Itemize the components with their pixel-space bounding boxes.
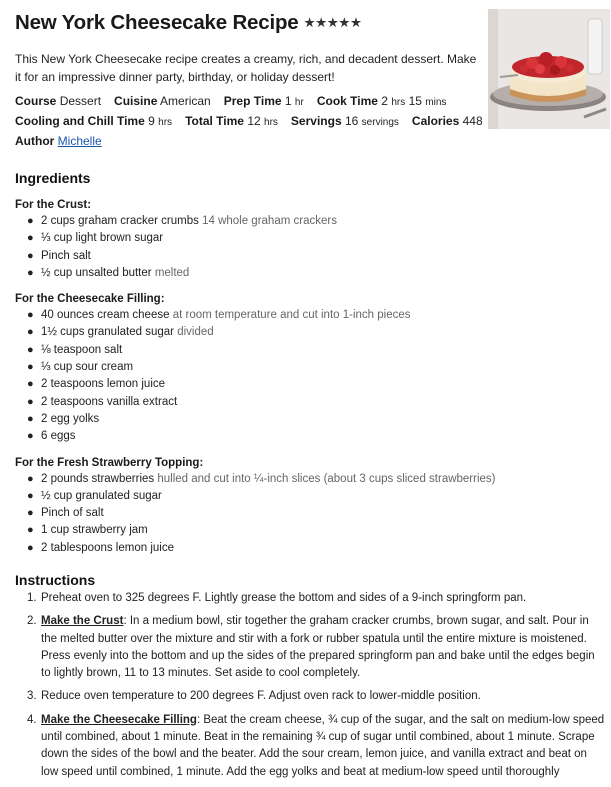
- instruction-step: [15, 688, 605, 705]
- recipe-meta: [15, 92, 485, 150]
- meta-cuisine: [114, 92, 211, 110]
- cuisine-value: American: [160, 94, 211, 108]
- meta-chill-time: [15, 112, 172, 132]
- bullet-icon: ●: [27, 541, 34, 554]
- rating-stars-icon[interactable]: ★★★★★: [303, 15, 362, 30]
- ingredient-text: 2 pounds strawberries: [41, 472, 155, 485]
- chill-time-unit: hrs: [158, 117, 173, 128]
- ingredient-text: ⅓ cup sour cream: [41, 361, 134, 374]
- ingredient-item: [27, 376, 595, 393]
- calories-value: 448: [462, 114, 483, 128]
- step-text: : Beat the cream cheese, ¾ cup of the sugar, and the salt on medium-low speed until combined, about 1 minute. Beat in the remaining ¾ cup of sugar until combined, about 1 minute. Scrape down the sides of the bowl and the beater. Add the sour cream, lemon juice, and vanilla extract and beat on low speed until combined, 1 minute. Add the egg yolks and beat at medium-low speed until thoroughly: [41, 713, 605, 778]
- meta-prep-time: [224, 92, 304, 112]
- ingredient-note: 14 whole graham crackers: [202, 215, 337, 227]
- meta-cook-time: [317, 92, 447, 112]
- bullet-icon: ●: [27, 215, 34, 227]
- meta-servings: [291, 112, 399, 132]
- course-label: Course: [15, 94, 57, 108]
- bullet-icon: ●: [27, 266, 34, 279]
- ingredient-text: 2 tablespoons lemon juice: [41, 541, 174, 554]
- ingredient-item: [27, 394, 595, 411]
- ingredient-group-title: For the Cheesecake Filling:: [15, 293, 165, 306]
- bullet-icon: ●: [27, 343, 34, 356]
- bullet-icon: ●: [27, 249, 34, 262]
- meta-calories: [412, 112, 483, 130]
- bullet-icon: ●: [27, 430, 34, 443]
- bullet-icon: ●: [27, 395, 34, 408]
- cook-time-minutes-unit: mins: [425, 97, 447, 108]
- cook-time-hours-unit: hrs: [391, 97, 406, 108]
- bullet-icon: ●: [27, 507, 34, 520]
- ingredient-text: ½ cup unsalted butter: [41, 266, 152, 279]
- step-text: : In a medium bowl, stir together the graham cracker crumbs, brown sugar, and salt. Pour in the melted butter over the mixture and stir with a fork or rubber spatula until the entire mixture is moistened. Press evenly into the bottom and up the sides of the prepared springform pan and bake until the edges begin to lightly brown, 11 to 13 minutes. Set aside to cool completely.: [41, 615, 595, 680]
- ingredient-item: [27, 230, 595, 247]
- instruction-step: [15, 590, 605, 607]
- prep-time-value: 1: [284, 94, 292, 108]
- servings-label: Servings: [290, 114, 342, 128]
- instruction-step: [15, 613, 605, 682]
- servings-value[interactable]: 16: [344, 114, 359, 128]
- ingredient-item: [27, 213, 595, 230]
- ingredient-group-crust: [15, 197, 595, 282]
- ingredient-text: 1 cup strawberry jam: [41, 524, 148, 537]
- step-number: 2.: [27, 615, 37, 628]
- author-label: Author: [15, 134, 55, 148]
- step-anchor-link[interactable]: Make the Crust: [41, 615, 124, 628]
- ingredient-group-filling: [15, 291, 595, 445]
- ingredient-text: Pinch salt: [41, 249, 91, 262]
- ingredient-text: ⅓ cup light brown sugar: [41, 232, 164, 245]
- chill-time-label: Cooling and Chill Time: [15, 114, 145, 128]
- ingredient-item: [27, 342, 595, 359]
- ingredient-item: [27, 265, 595, 282]
- ingredient-note: at room temperature and cut into 1-inch pieces: [172, 309, 411, 322]
- ingredient-item: [27, 540, 595, 557]
- prep-time-unit: hr: [294, 97, 304, 108]
- ingredient-text: 6 eggs: [41, 430, 76, 443]
- ingredient-text: ½ cup granulated sugar: [41, 489, 162, 502]
- bullet-icon: ●: [27, 489, 34, 502]
- ingredient-item: [27, 307, 595, 324]
- cook-time-label: Cook Time: [316, 94, 378, 108]
- bullet-icon: ●: [27, 361, 34, 374]
- ingredient-text: 40 ounces cream cheese: [41, 309, 170, 322]
- ingredient-text: Pinch of salt: [41, 507, 104, 520]
- bullet-icon: ●: [27, 232, 34, 245]
- ingredient-text: 2 cups graham cracker crumbs: [41, 215, 199, 227]
- title-row: [15, 11, 362, 35]
- cheesecake-photo: [488, 9, 610, 129]
- cook-time-minutes: 15: [408, 94, 422, 108]
- step-anchor-link[interactable]: Make the Cheesecake Filling: [41, 713, 197, 726]
- ingredient-item: [27, 522, 595, 539]
- bullet-icon: ●: [27, 309, 34, 322]
- bullet-icon: ●: [27, 326, 34, 339]
- meta-total-time: [185, 112, 278, 132]
- meta-row-3: [15, 132, 485, 150]
- meta-row-1: [15, 92, 485, 112]
- prep-time-label: Prep Time: [223, 94, 282, 108]
- course-value: Dessert: [59, 94, 102, 108]
- ingredient-item: [27, 411, 595, 428]
- chill-time-value: 9: [148, 114, 155, 128]
- ingredient-text: 2 egg yolks: [41, 412, 100, 425]
- cheesecake-image: [488, 9, 610, 129]
- step-text: Reduce oven temperature to 200 degrees F. Adjust oven rack to lower-middle position.: [41, 690, 481, 703]
- ingredient-group-title: For the Fresh Strawberry Topping:: [15, 456, 204, 469]
- step-number: 1.: [27, 592, 37, 604]
- ingredient-text: ⅛ teaspoon salt: [41, 343, 123, 356]
- ingredient-item: [27, 505, 595, 522]
- recipe-description: This New York Cheesecake recipe creates a creamy, rich, and decadent dessert. Make it for an impressive dinner party, birthday, or holiday dessert!: [15, 52, 477, 84]
- calories-label: Calories: [411, 114, 460, 128]
- ingredient-text: 1½ cups granulated sugar: [41, 326, 174, 339]
- meta-author: [15, 132, 102, 150]
- ingredient-item: [27, 471, 595, 488]
- ingredient-note: divided: [177, 326, 214, 339]
- author-link[interactable]: Michelle: [57, 134, 102, 148]
- ingredient-text: 2 teaspoons vanilla extract: [41, 395, 178, 408]
- ingredient-note: melted: [154, 266, 190, 279]
- total-time-unit: hrs: [264, 117, 278, 128]
- ingredient-item: [27, 428, 595, 445]
- bullet-icon: ●: [27, 524, 34, 537]
- ingredient-item: [27, 248, 595, 265]
- total-time-label: Total Time: [185, 114, 244, 128]
- ingredient-text: 2 teaspoons lemon juice: [41, 378, 166, 391]
- total-time-value: 12: [247, 114, 261, 128]
- ingredient-note: hulled and cut into ¼-inch slices (about 3 cups sliced strawberries): [157, 472, 496, 485]
- ingredient-item: [27, 488, 595, 505]
- instructions-list: [15, 590, 605, 787]
- step-text: Preheat oven to 325 degrees F. Lightly grease the bottom and sides of a 9-inch springform pan.: [41, 592, 527, 604]
- bullet-icon: ●: [27, 472, 34, 485]
- cuisine-label: Cuisine: [114, 94, 158, 108]
- bullet-icon: ●: [27, 378, 34, 391]
- instruction-step: [15, 712, 605, 781]
- meta-course: [15, 92, 101, 110]
- step-number: 3.: [27, 690, 37, 703]
- instructions-heading: Instructions: [15, 572, 96, 588]
- meta-row-2: [15, 112, 485, 132]
- cook-time-hours: 2: [381, 94, 388, 108]
- ingredient-group-title: For the Crust:: [15, 199, 92, 211]
- ingredients-heading: Ingredients: [15, 170, 91, 186]
- ingredient-item: [27, 324, 595, 341]
- servings-unit: servings: [361, 117, 399, 128]
- bullet-icon: ●: [27, 412, 34, 425]
- ingredient-item: [27, 359, 595, 376]
- recipe-title: New York Cheesecake Recipe: [15, 11, 299, 34]
- step-number: 4.: [27, 713, 37, 726]
- ingredients-list: [15, 197, 595, 566]
- ingredient-group-topping: [15, 455, 595, 557]
